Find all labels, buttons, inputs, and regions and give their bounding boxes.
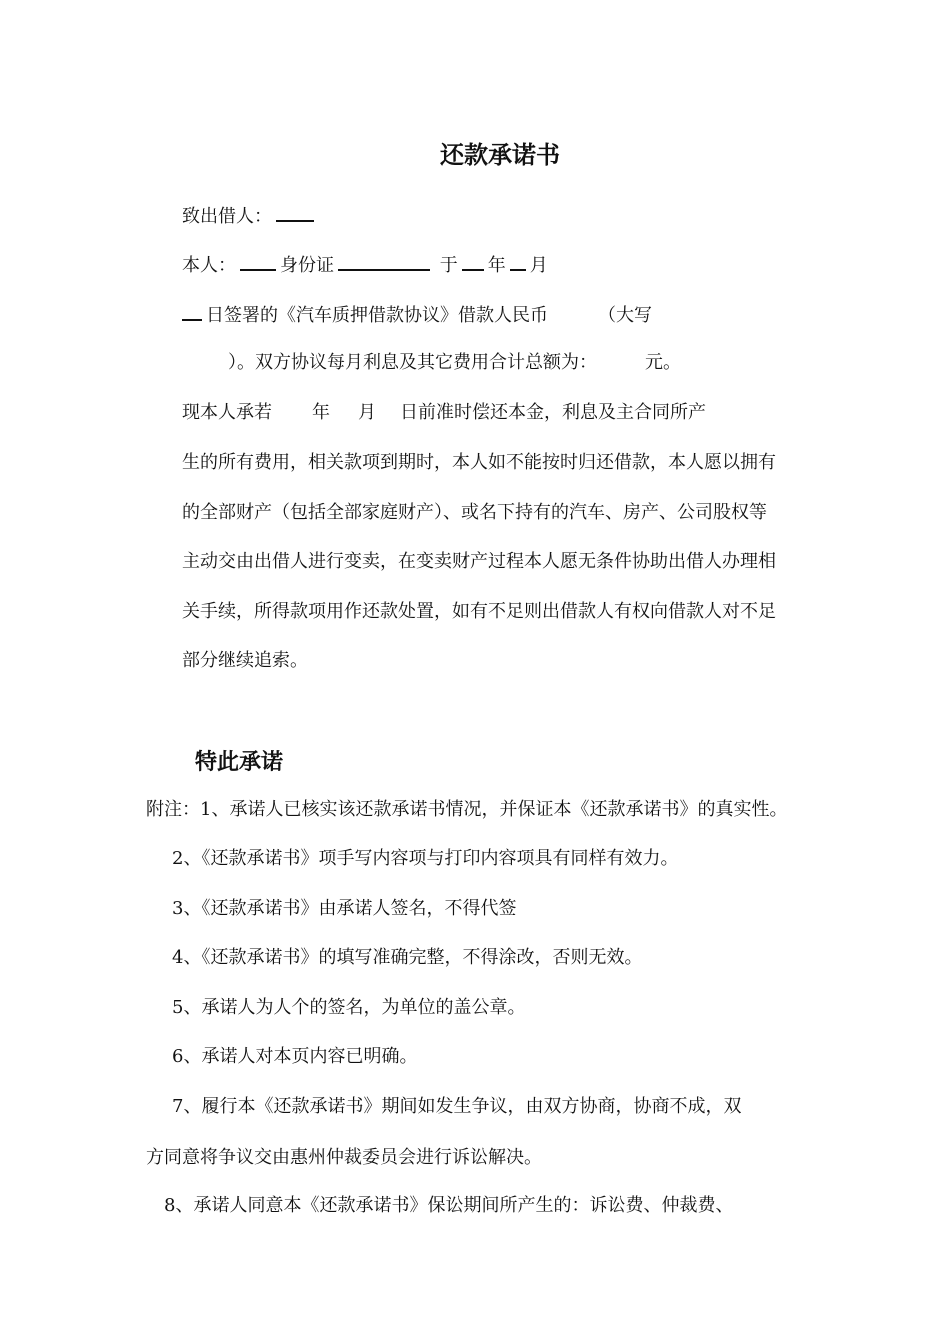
body-line: 关手续，所得款项用作还款处置，如有不足则出借款人有权向借款人对不足 xyxy=(182,601,776,622)
promise-year-label: 年 xyxy=(312,402,330,423)
note-item: 8、承诺人同意本《还款承诺书》保讼期间所产生的：诉讼费、仲裁费、 xyxy=(164,1195,734,1216)
borrower-line xyxy=(182,251,548,278)
note-item: 3、《还款承诺书》由承诺人签名，不得代签 xyxy=(172,898,517,919)
day-blank[interactable] xyxy=(182,301,202,321)
body-line: 的全部财产（包括全部家庭财产）、或名下持有的汽车、房产、公司股权等 xyxy=(182,502,767,523)
month-blank[interactable] xyxy=(510,251,526,271)
promise-text: 现本人承若 xyxy=(182,402,272,423)
note-item: 6、承诺人对本页内容已明确。 xyxy=(172,1046,418,1067)
borrower-name-blank[interactable] xyxy=(240,251,276,271)
promise-day-text: 日前准时偿还本金，利息及主合同所产 xyxy=(400,402,706,423)
year-label: 年 xyxy=(487,255,506,276)
fee-line xyxy=(228,351,681,375)
document-title: 还款承诺书 xyxy=(440,141,560,169)
year-blank[interactable] xyxy=(462,251,484,271)
agreement-line xyxy=(182,301,652,328)
section-heading: 特此承诺 xyxy=(195,750,284,775)
note-item: 附注：1、承诺人已核实该还款承诺书情况，并保证本《还款承诺书》的真实性。 xyxy=(146,799,788,820)
borrower-label: 本人： xyxy=(182,255,236,276)
note-item: 4、《还款承诺书》的填写准确完整，不得涂改，否则无效。 xyxy=(172,947,643,968)
id-number-blank[interactable] xyxy=(338,251,430,271)
addressee-label: 致出借人： xyxy=(182,206,272,227)
promise-month-label: 月 xyxy=(358,402,376,423)
note-item-continued: 方同意将争议交由惠州仲裁委员会进行诉讼解决。 xyxy=(146,1147,542,1168)
month-label: 月 xyxy=(529,255,548,276)
yuan-label: 元。 xyxy=(645,352,681,373)
addressee-line xyxy=(182,202,318,229)
uppercase-amount-label: （大写 xyxy=(598,305,652,326)
lender-name-blank[interactable] xyxy=(276,202,314,222)
promise-line xyxy=(182,401,706,425)
note-item: 7、履行本《还款承诺书》期间如发生争议，由双方协商，协商不成，双 xyxy=(172,1096,742,1117)
fee-text: ）。双方协议每月利息及其它费用合计总额为： xyxy=(228,352,597,373)
body-line: 生的所有费用，相关款项到期时，本人如不能按时归还借款，本人愿以拥有 xyxy=(182,452,776,473)
on-date-label: 于 xyxy=(439,255,458,276)
note-item: 5、承诺人为人个的签名，为单位的盖公章。 xyxy=(172,997,526,1018)
id-card-label: 身份证 xyxy=(280,255,334,276)
note-item: 2、《还款承诺书》项手写内容项与打印内容项具有同样有效力。 xyxy=(172,848,679,869)
body-line: 主动交由出借人进行变卖，在变卖财产过程本人愿无条件协助出借人办理相 xyxy=(182,551,776,572)
agreement-text: 日签署的《汽车质押借款协议》借款人民币 xyxy=(206,305,548,326)
body-line: 部分继续追索。 xyxy=(182,650,308,671)
